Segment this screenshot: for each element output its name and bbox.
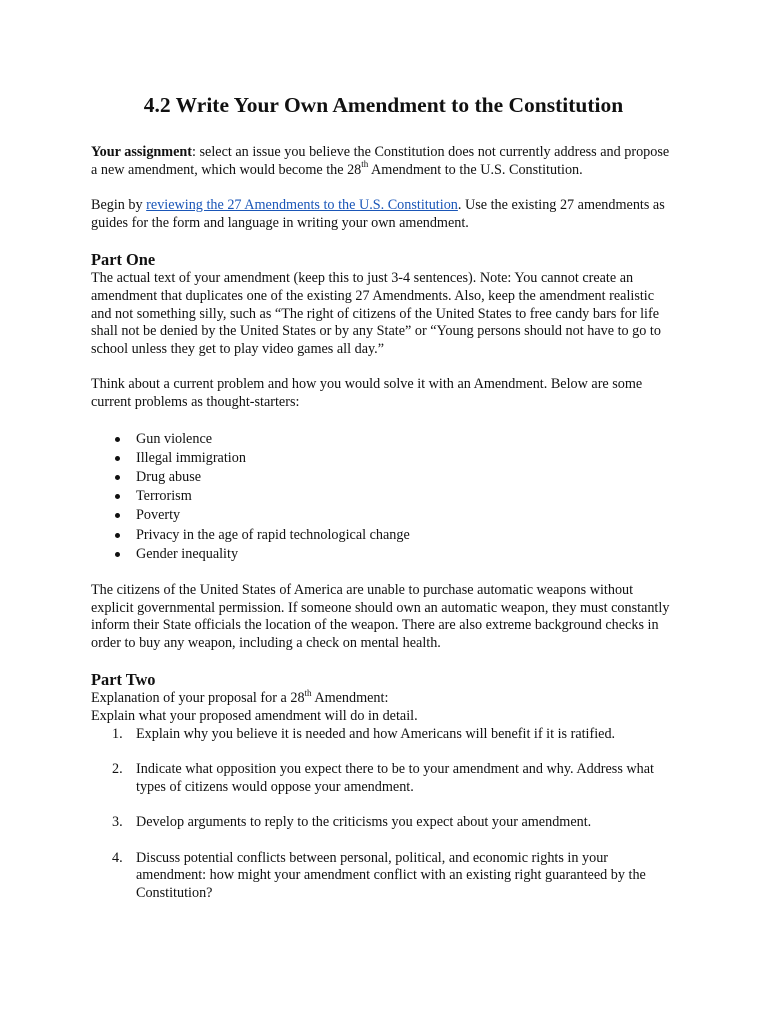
list-item: Poverty [136, 506, 676, 525]
bullet-icon [115, 533, 120, 538]
list-item [112, 761, 676, 796]
ordinal-suffix: th [361, 158, 369, 169]
part-one-heading: Part One [91, 250, 156, 270]
bullet-icon [115, 475, 120, 480]
list-item: Illegal immigration [136, 449, 676, 468]
list-item: Terrorism [136, 487, 676, 506]
part-one-instructions: The actual text of your amendment (keep this to just 3-4 sentences). Note: You cannot create an amendment that duplicates one of the existing 27 Amendments. Also, keep the amendment realistic and not something silly, such as “The right of citizens of the United States to free candy bars for life shall not be denied by the United States or by any State” or “Young persons should not have to go to school unless they get to play video games all day.” [91, 270, 661, 357]
bullet-icon [115, 552, 120, 557]
step-number: 1. [112, 725, 123, 742]
assignment-text-start: : select an issue you believe the Constitution does not currently address and propose a new amendment, which would become the 28 [91, 144, 670, 178]
ordinal-suffix: th [304, 687, 312, 698]
bullet-icon [115, 494, 120, 499]
list-item: Privacy in the age of rapid technological change [136, 526, 676, 545]
step-number: 2. [112, 761, 123, 778]
list-item [112, 814, 676, 832]
step-text: Indicate what opposition you expect there to be to your amendment and why. Address what types of citizens would oppose your amendment. [136, 761, 654, 795]
begin-text-end: . Use the existing 27 amendments as guides for the form and language in writing your own amendment. [91, 197, 665, 231]
step-text: Discuss potential conflicts between personal, political, and economic rights in your amendment: how might your amendment conflict with an existing right guaranteed by the Constitution? [136, 849, 646, 902]
step-number: 4. [112, 849, 123, 866]
list-item: Gender inequality [136, 545, 676, 564]
assignment-paragraph [91, 144, 676, 179]
problems-list [91, 430, 676, 564]
list-item: Gun violence [136, 430, 676, 449]
step-number: 3. [112, 814, 123, 831]
steps-list [91, 726, 676, 903]
begin-text-start: Begin by [91, 197, 147, 214]
amendment-answer-paragraph: The citizens of the United States of America are unable to purchase automatic weapons without explicit governmental permission. If someone should own an automatic weapon, they must constantly inform their State officials the location of the weapon. There are also extreme background checks in order to buy any weapon, including a check on mental health. [91, 581, 670, 651]
step-text: Develop arguments to reply to the criticisms you expect about your amendment. [136, 814, 592, 831]
list-item [112, 849, 676, 903]
list-item [112, 725, 676, 744]
bullet-icon [115, 456, 120, 461]
bullet-icon [115, 513, 120, 518]
begin-paragraph [91, 197, 676, 232]
step-text: Explain why you believe it is needed and how Americans will benefit if it is ratified. [136, 725, 616, 742]
part-two-detail-line: Explain what your proposed amendment will do in detail. [91, 707, 418, 724]
list-item: Drug abuse [136, 468, 676, 487]
assignment-label: Your assignment [91, 144, 193, 160]
bullet-icon [115, 437, 120, 442]
amendments-review-link[interactable]: reviewing the 27 Amendments to the U.S. Constitution [146, 197, 458, 214]
thought-starters-intro: Think about a current problem and how you would solve it with an Amendment. Below are some current problems as thought-starters: [91, 376, 643, 410]
page-title: 4.2 Write Your Own Amendment to the Constitution [143, 93, 624, 117]
part-two-explanation-line: Explanation of your proposal for a 28th Amendment: [91, 687, 389, 707]
assignment-text-end: Amendment to the U.S. Constitution. [368, 161, 583, 178]
part-two-heading: Part Two [91, 670, 156, 690]
